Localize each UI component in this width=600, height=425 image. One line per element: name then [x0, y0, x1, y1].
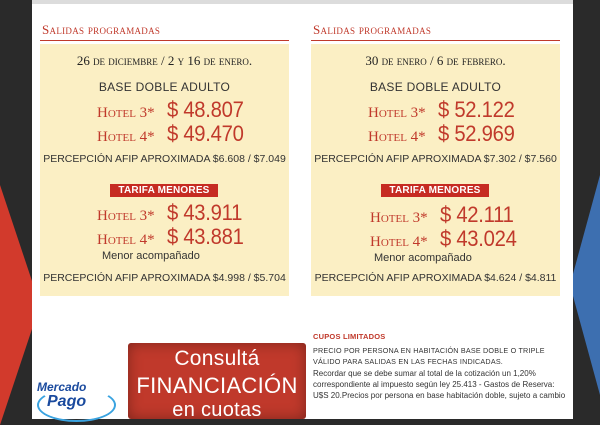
cupos-limitados: CUPOS LIMITADOS	[313, 332, 386, 341]
minor-hotel3-label: Hotel 3*	[370, 210, 428, 226]
section-title: Salidas programadas	[313, 22, 432, 37]
menor-acompanado: Menor acompañado	[102, 250, 200, 262]
hotel4-price-row	[97, 121, 250, 145]
condition-line: correspondiente al impuesto según ley 25.413 - Gastos de Reserva:	[313, 379, 555, 389]
section-title: Salidas programadas	[42, 22, 161, 37]
minor-afip-perception: PERCEPCIÓN AFIP APROXIMADA $4.624 / $4.811	[314, 272, 557, 284]
minor-hotel4-price: $ 43.024	[440, 226, 517, 251]
mercadopago-line2: Pago	[47, 393, 87, 410]
minor-hotel3-row	[97, 200, 249, 224]
departure-dates: 30 de enero / 6 de febrero.	[365, 53, 506, 68]
hotel3-price-row	[97, 97, 250, 121]
conditions-text	[313, 331, 573, 401]
base-label: BASE DOBLE ADULTO	[98, 80, 231, 94]
hotel4-price: $ 49.470	[167, 121, 244, 146]
minor-hotel3-price: $ 43.911	[167, 200, 243, 225]
banner-line2: FINANCIACIÓN	[136, 373, 298, 398]
minor-hotel3-price: $ 42.111	[440, 202, 514, 227]
minor-hotel3-row	[370, 202, 520, 226]
background-blue-shape	[570, 175, 600, 395]
mercadopago-line1: Mercado	[37, 380, 87, 394]
hotel3-price: $ 48.807	[167, 97, 244, 122]
tarifa-menores-tag: TARIFA MENORES	[381, 184, 489, 197]
minor-hotel4-row	[97, 224, 250, 248]
price-box	[40, 44, 289, 296]
tarifa-menores-tag: TARIFA MENORES	[110, 184, 218, 197]
content-panel	[32, 0, 573, 419]
financiacion-banner[interactable]	[128, 343, 306, 419]
condition-line: VÁLIDO PARA SALIDAS EN LAS FECHAS INDICADAS.	[313, 357, 504, 367]
mercadopago-logo	[37, 376, 115, 419]
banner-line3: en cuotas	[172, 399, 262, 419]
banner-line1: Consultá	[174, 347, 260, 370]
price-box	[311, 44, 560, 296]
top-divider	[32, 0, 573, 4]
minor-hotel4-label: Hotel 4*	[97, 232, 155, 248]
hotel3-label: Hotel 3*	[368, 105, 426, 121]
hotel3-price: $ 52.122	[438, 97, 515, 122]
minor-hotel4-price: $ 43.881	[167, 224, 244, 249]
hotel4-price-row	[368, 121, 521, 145]
hotel4-label: Hotel 4*	[97, 129, 155, 145]
departure-dates: 26 de diciembre / 2 y 16 de enero.	[76, 53, 253, 68]
hotel3-label: Hotel 3*	[97, 105, 155, 121]
afip-perception: PERCEPCIÓN AFIP APROXIMADA $6.608 / $7.049	[43, 153, 286, 165]
hotel4-price: $ 52.969	[438, 121, 515, 146]
minor-afip-perception: PERCEPCIÓN AFIP APROXIMADA $4.998 / $5.704	[43, 272, 286, 284]
base-label: BASE DOBLE ADULTO	[369, 80, 502, 94]
minor-hotel4-label: Hotel 4*	[370, 234, 428, 250]
section-underline	[40, 40, 289, 41]
minor-hotel4-row	[370, 226, 523, 250]
condition-line: Recordar que se debe sumar al total de la cotización un 1,20%	[313, 368, 536, 378]
afip-perception: PERCEPCIÓN AFIP APROXIMADA $7.302 / $7.560	[314, 153, 557, 165]
condition-line: PRECIO POR PERSONA EN HABITACIÓN BASE DOBLE O TRIPLE	[313, 346, 545, 356]
section-underline	[311, 40, 560, 41]
menor-acompanado: Menor acompañado	[374, 252, 472, 264]
condition-line: U$S 20.Precios por persona en base habitación doble, sujeto a cambio	[313, 391, 566, 401]
hotel3-price-row	[368, 97, 521, 121]
minor-hotel3-label: Hotel 3*	[97, 208, 155, 224]
hotel4-label: Hotel 4*	[368, 129, 426, 145]
